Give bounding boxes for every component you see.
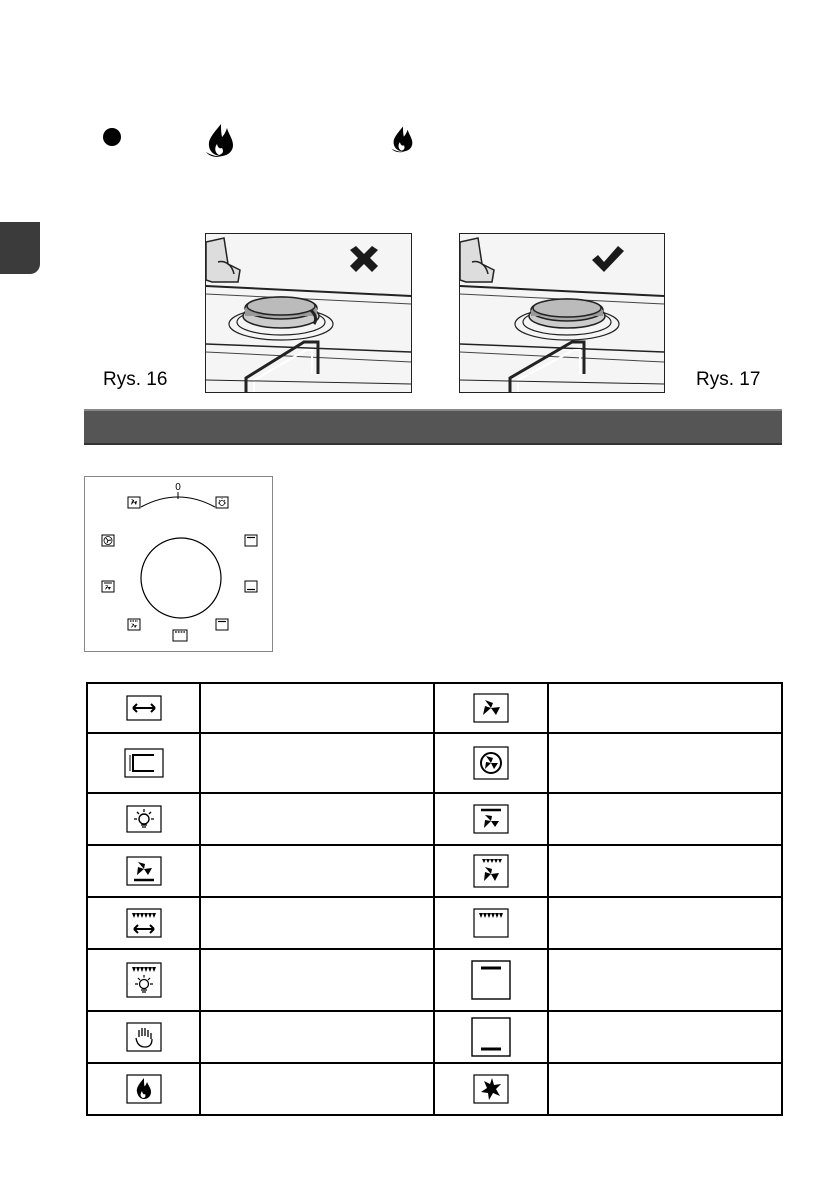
figure-label-16: Rys. 16: [103, 369, 168, 390]
fan-icon: [473, 693, 509, 723]
door-bracket-icon: [124, 748, 164, 778]
symbol-icon-cell: [87, 683, 200, 733]
flame-icon: [126, 1074, 162, 1104]
symbol-description-cell: [200, 683, 434, 733]
knob-pos-fan-grill-icon: [128, 619, 140, 630]
flame-large-icon: [203, 122, 239, 163]
symbol-table: [86, 682, 783, 1116]
section-tab: [0, 222, 40, 274]
symbol-icon-cell: [434, 949, 547, 1011]
knob-pos-fan-top-heat-icon: [102, 581, 114, 592]
fan-bottom-heat-icon: [126, 856, 162, 886]
symbol-icon-cell: [87, 949, 200, 1011]
fan-top-heat-icon: [473, 804, 509, 834]
symbol-icon-cell: [434, 733, 547, 793]
symbol-description-cell: [200, 1063, 434, 1115]
hand-icon: [126, 1022, 162, 1052]
symbol-icon-cell: [87, 733, 200, 793]
symbol-icon-cell: [434, 1063, 547, 1115]
symbol-icon-cell: [434, 845, 547, 897]
symbol-description-cell: [548, 683, 782, 733]
knob-pos-fan-icon: [128, 497, 140, 508]
fan-grill-icon: [473, 854, 509, 888]
symbol-icon-cell: [87, 1011, 200, 1063]
grill-icon: [473, 908, 509, 938]
figure-photo-17: [459, 233, 665, 393]
symbol-description-cell: [200, 897, 434, 949]
symbol-icon-cell: [434, 897, 547, 949]
symbol-description-cell: [548, 1011, 782, 1063]
symbol-icon-cell: [434, 793, 547, 845]
rotisserie-arrows-icon: [126, 695, 162, 721]
symbol-description-cell: [200, 1011, 434, 1063]
table-row: [87, 1063, 782, 1115]
knob-diagram: [84, 476, 273, 652]
symbol-description-cell: [548, 1063, 782, 1115]
symbol-description-cell: [548, 845, 782, 897]
table-row: [87, 949, 782, 1011]
figure-photo-16: [205, 233, 412, 393]
symbol-description-cell: [548, 793, 782, 845]
knob-zero-label: 0: [175, 482, 181, 493]
knob-pos-fan-ring-icon: [102, 535, 114, 546]
symbol-icon-cell: [434, 1011, 547, 1063]
table-row: [87, 793, 782, 845]
symbol-icon-cell: [87, 845, 200, 897]
symbol-description-cell: [548, 897, 782, 949]
bottom-element-icon: [471, 1017, 511, 1057]
table-row: [87, 845, 782, 897]
knob-pos-lamp-icon: [216, 497, 228, 508]
bullet-dot-icon: [103, 128, 121, 146]
flame-small-icon: [389, 125, 417, 158]
table-row: [87, 683, 782, 733]
section-header-bar: [84, 409, 782, 445]
fan-ring-icon: [473, 746, 509, 780]
figure-label-17: Rys. 17: [696, 369, 761, 390]
symbol-description-cell: [200, 845, 434, 897]
symbol-description-cell: [200, 793, 434, 845]
top-element-icon: [471, 960, 511, 1000]
grill-lamp-icon: [126, 962, 162, 998]
symbol-description-cell: [548, 949, 782, 1011]
table-row: [87, 897, 782, 949]
symbol-description-cell: [548, 733, 782, 793]
table-row: [87, 733, 782, 793]
symbol-icon-cell: [87, 897, 200, 949]
lamp-icon: [126, 805, 162, 833]
symbol-icon-cell: [87, 793, 200, 845]
knob-pos-grill-icon: [173, 630, 187, 641]
grill-rotisserie-icon: [126, 908, 162, 938]
table-row: [87, 1011, 782, 1063]
symbol-description-cell: [200, 949, 434, 1011]
defrost-star-icon: [473, 1074, 509, 1104]
knob-pos-top-element-small-icon: [216, 619, 228, 630]
symbol-icon-cell: [87, 1063, 200, 1115]
symbol-icon-cell: [434, 683, 547, 733]
knob-pos-top-element-icon: [245, 535, 257, 546]
knob-pos-bottom-element-icon: [245, 581, 257, 592]
symbol-description-cell: [200, 733, 434, 793]
